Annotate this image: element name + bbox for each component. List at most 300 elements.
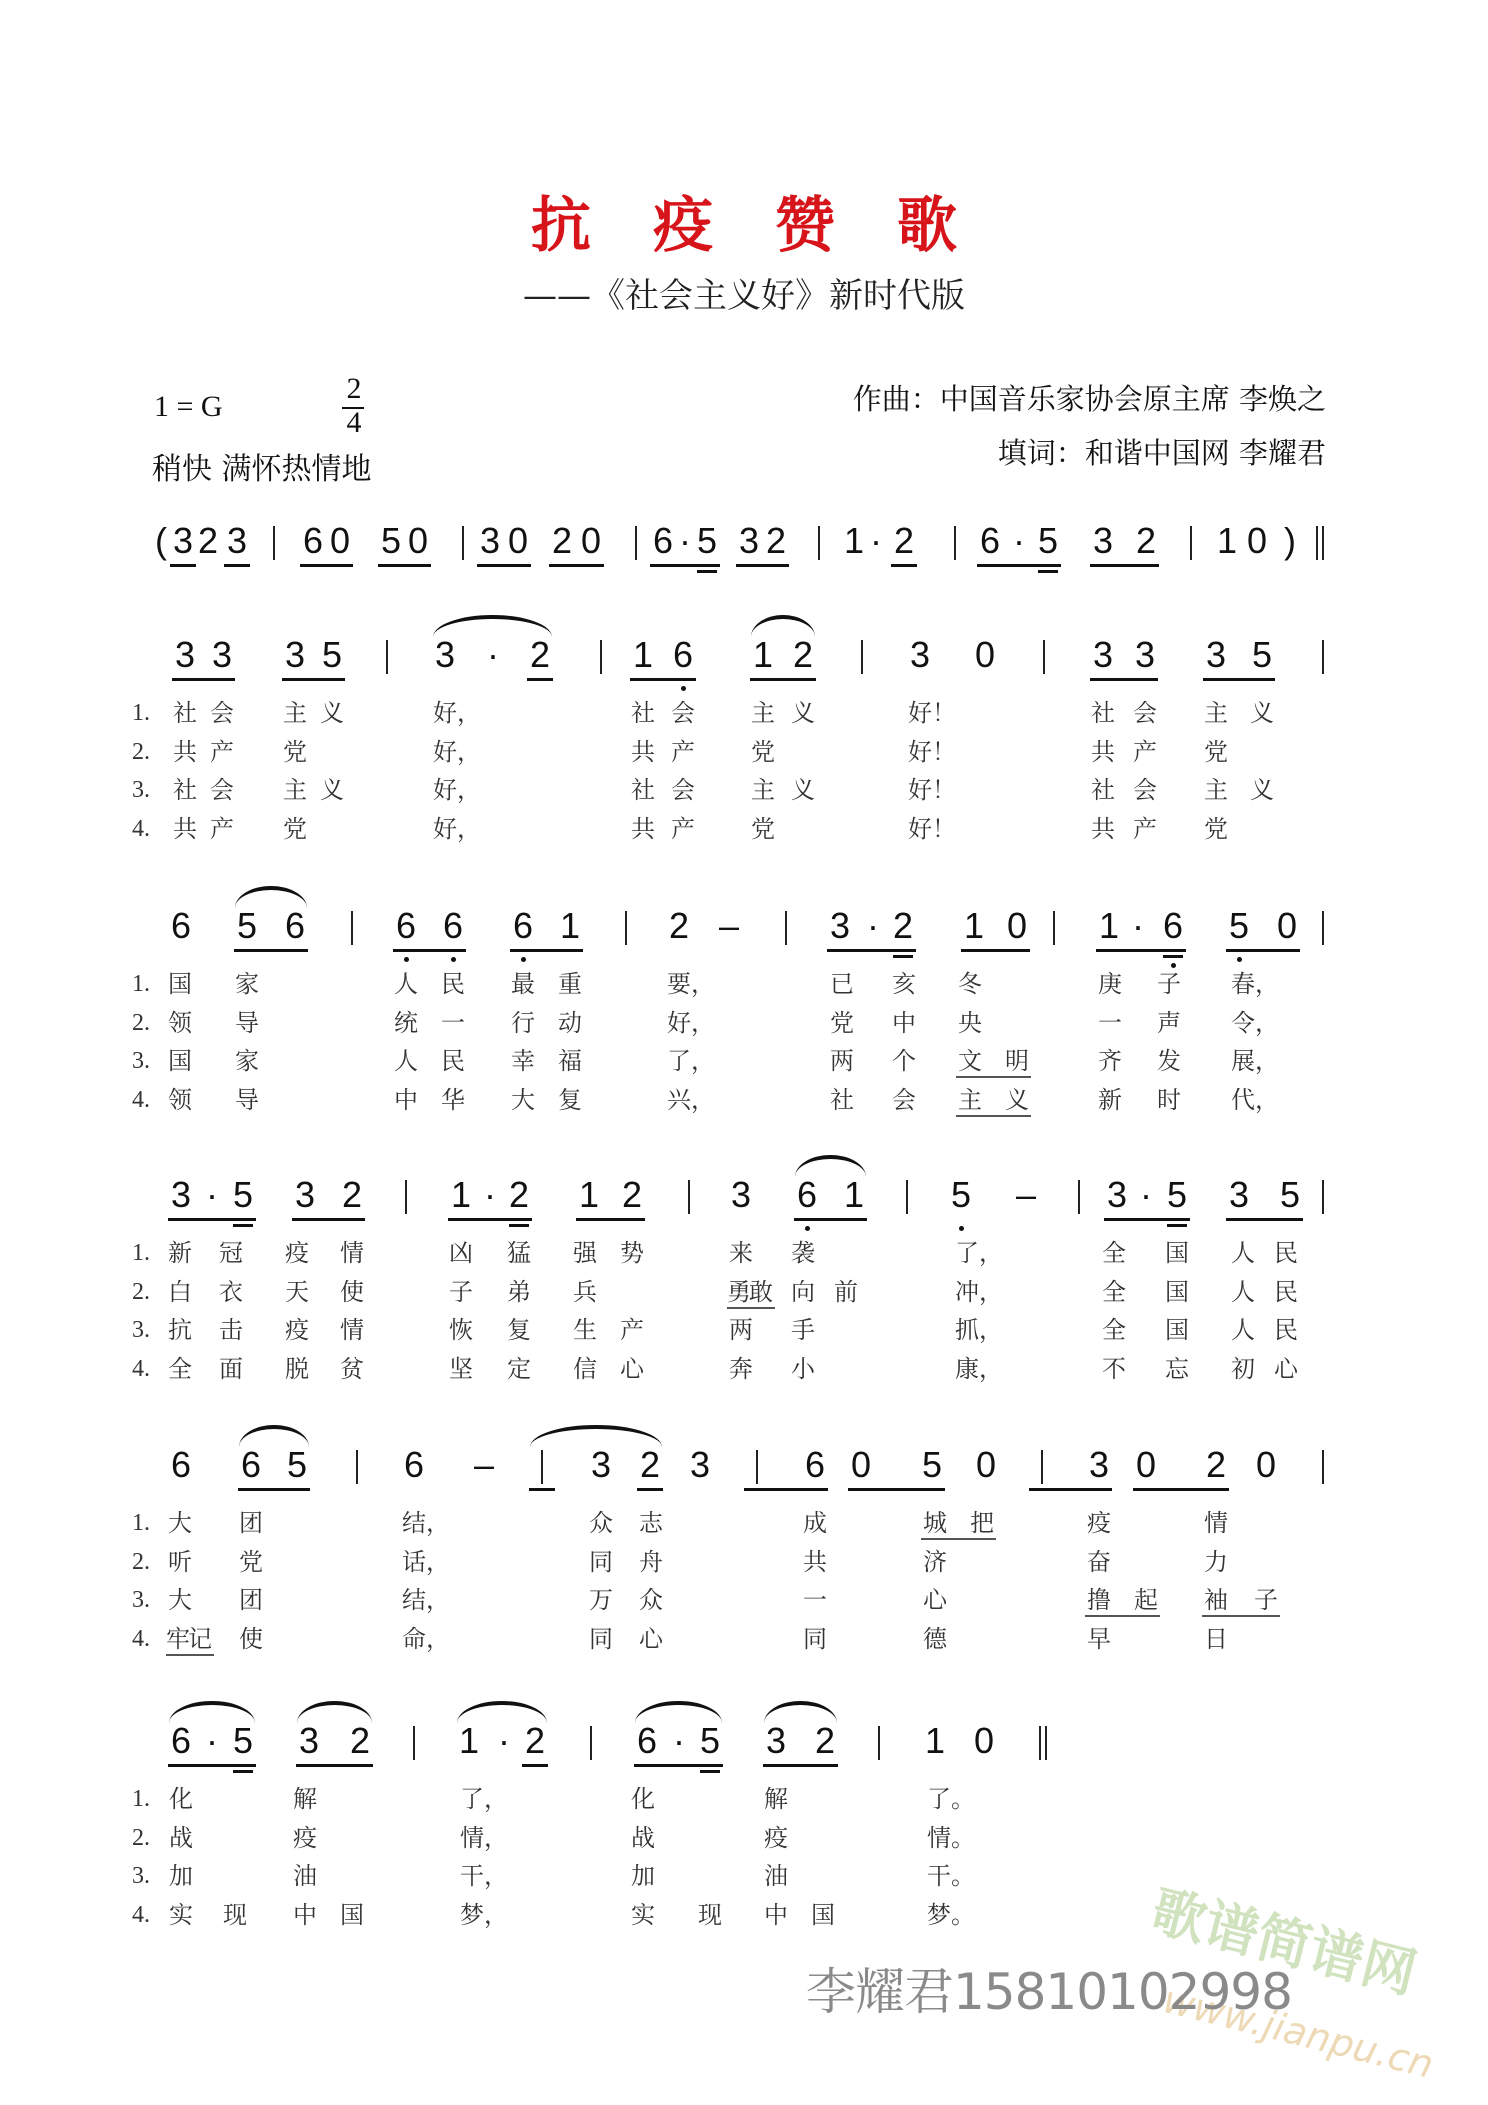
lyric-syllable: 主 bbox=[283, 776, 307, 804]
lyric-syllable: 新 bbox=[168, 1239, 192, 1267]
lyric-syllable: 声 bbox=[1157, 1008, 1181, 1037]
note: 0 bbox=[507, 520, 529, 561]
underline-beam bbox=[650, 564, 720, 567]
underline-beam bbox=[1226, 1218, 1303, 1221]
note: 3 bbox=[174, 634, 196, 675]
note: 0 bbox=[850, 1444, 872, 1485]
note: 0 bbox=[580, 520, 602, 561]
song-title: 抗疫赞歌 bbox=[531, 191, 1019, 261]
lyric-syllable: 家 bbox=[235, 970, 259, 998]
lyric-syllable: 主 bbox=[283, 699, 307, 727]
lyric-syllable: 行 bbox=[511, 1008, 535, 1037]
lyric-syllable: 会 bbox=[671, 776, 695, 804]
verse-number: 2. bbox=[132, 1548, 150, 1575]
lyric-syllable: 冬 bbox=[958, 970, 982, 998]
lyric-syllable: 团 bbox=[239, 1509, 263, 1537]
underline-beam bbox=[378, 564, 431, 567]
lyric-syllable: 不 bbox=[1102, 1354, 1126, 1383]
underline-beam bbox=[891, 564, 917, 567]
lyric-syllable: 日 bbox=[1204, 1624, 1228, 1653]
lyric-syllable: 复 bbox=[507, 1316, 531, 1344]
lyric-syllable: 好， bbox=[667, 1008, 715, 1037]
lyric-syllable: 党 bbox=[283, 814, 307, 843]
lyric-syllable: 人 bbox=[394, 970, 418, 998]
lyric-syllable: 了， bbox=[460, 1785, 508, 1813]
lyric-syllable: 万 bbox=[589, 1586, 613, 1614]
low-octave-dot bbox=[404, 957, 409, 962]
lyric-syllable: 国 bbox=[811, 1900, 835, 1929]
lyric-syllable: 好， bbox=[433, 776, 481, 804]
lyric-syllable: 同 bbox=[589, 1624, 613, 1653]
lyric-syllable: 前 bbox=[834, 1277, 858, 1306]
lyric-syllable: 导 bbox=[235, 1085, 259, 1114]
underline-beam bbox=[510, 949, 583, 952]
lyric-syllable: 现 bbox=[223, 1900, 247, 1929]
lyric-syllable: 统 bbox=[394, 1008, 418, 1037]
verse-number: 3. bbox=[132, 1587, 150, 1613]
lyric-syllable: 力 bbox=[1204, 1547, 1228, 1576]
note: 2 bbox=[1205, 1444, 1227, 1485]
note: 5 bbox=[232, 1720, 254, 1761]
lyric-syllable: 心 bbox=[1274, 1354, 1298, 1383]
barline bbox=[1322, 1180, 1324, 1214]
barline bbox=[1322, 1450, 1324, 1484]
lyric-syllable: 国 bbox=[1165, 1239, 1189, 1267]
lyric-syllable: 了， bbox=[667, 1047, 715, 1075]
lyric-syllable: 城 bbox=[923, 1509, 947, 1537]
note: 6 bbox=[796, 1174, 818, 1215]
underline-beam bbox=[763, 1764, 838, 1767]
lyric-syllable: 小 bbox=[791, 1354, 815, 1383]
lyric-syllable: 好！ bbox=[908, 814, 956, 843]
lyric-syllable: 好， bbox=[433, 737, 481, 766]
lyric-syllable: 已 bbox=[830, 970, 854, 998]
lyric-syllable: 产 bbox=[210, 814, 234, 843]
underline-beam bbox=[576, 1218, 645, 1221]
note: 1 bbox=[578, 1174, 600, 1215]
lyric-syllable: 面 bbox=[219, 1354, 243, 1383]
underline-beam bbox=[634, 1764, 723, 1767]
dot-augmentation: · bbox=[498, 1720, 510, 1761]
underline-beam bbox=[744, 1488, 828, 1491]
lyric-underline bbox=[727, 1307, 775, 1309]
verse-number: 2. bbox=[132, 1278, 150, 1305]
lyric-syllable: 情 bbox=[340, 1239, 364, 1267]
lyric-syllable: 亥 bbox=[892, 970, 916, 998]
lyric-syllable: 情 bbox=[340, 1316, 364, 1344]
lyric-syllable: 社 bbox=[1091, 699, 1115, 727]
lyric-syllable: 成 bbox=[803, 1509, 827, 1537]
barline bbox=[861, 640, 863, 674]
lyric-syllable: 情， bbox=[460, 1823, 508, 1852]
lyric-syllable: 产 bbox=[620, 1316, 644, 1344]
underline-beam bbox=[961, 949, 1030, 952]
lyric-syllable: 子 bbox=[1254, 1586, 1278, 1614]
lyric-syllable: 众 bbox=[639, 1586, 663, 1614]
lyric-syllable: 央 bbox=[958, 1008, 982, 1037]
barline bbox=[1322, 911, 1324, 945]
lyric-syllable: 会 bbox=[1133, 699, 1157, 727]
underline-beam bbox=[1029, 1488, 1112, 1491]
slur-arc bbox=[239, 1425, 309, 1447]
note: 5 bbox=[950, 1174, 972, 1215]
note: 2 bbox=[197, 520, 219, 561]
note: 0 bbox=[1246, 520, 1268, 561]
barline bbox=[1053, 911, 1055, 945]
lyric-syllable: 共 bbox=[173, 814, 197, 843]
note: 2 bbox=[765, 520, 787, 561]
lyric-syllable: 义 bbox=[1250, 776, 1274, 804]
lyric-syllable: 民 bbox=[1274, 1277, 1298, 1306]
note: 6 bbox=[652, 520, 674, 561]
barline bbox=[541, 1450, 543, 1484]
lyric-syllable: 子 bbox=[449, 1277, 473, 1306]
note: 6 bbox=[240, 1444, 262, 1485]
note: 3 bbox=[1106, 1174, 1128, 1215]
lyric-syllable: 脱 bbox=[285, 1354, 309, 1383]
note: 1 bbox=[843, 520, 865, 561]
note: 3 bbox=[172, 520, 194, 561]
lyric-syllable: 团 bbox=[239, 1586, 263, 1614]
note: 2 bbox=[349, 1720, 371, 1761]
final-barline bbox=[1316, 526, 1318, 560]
lyric-syllable: 好， bbox=[433, 699, 481, 727]
bracket: ( bbox=[155, 520, 167, 561]
underline-beam bbox=[637, 1488, 663, 1491]
underline-beam bbox=[1133, 1488, 1229, 1491]
slur-arc bbox=[235, 886, 307, 908]
barline bbox=[273, 526, 275, 560]
note: 0 bbox=[1276, 905, 1298, 946]
verse-number: 2. bbox=[132, 738, 150, 765]
lyric-syllable: 兴， bbox=[667, 1085, 715, 1114]
underline-beam bbox=[1104, 1218, 1190, 1221]
lyric-syllable: 抓， bbox=[955, 1316, 1003, 1344]
barline bbox=[785, 911, 787, 945]
underline-beam bbox=[1090, 678, 1158, 681]
lyric-syllable: 人 bbox=[394, 1047, 418, 1075]
underline-beam bbox=[1096, 949, 1186, 952]
barline bbox=[906, 1180, 908, 1214]
note: 1 bbox=[632, 634, 654, 675]
double-underline bbox=[233, 1770, 253, 1773]
note: 2 bbox=[508, 1174, 530, 1215]
lyric-syllable: 舟 bbox=[639, 1547, 663, 1576]
lyric-syllable: 义 bbox=[320, 699, 344, 727]
composer-credit: 作曲：中国音乐家协会原主席 李焕之 bbox=[852, 382, 1326, 416]
lyric-syllable: 主 bbox=[751, 699, 775, 727]
lyric-syllable: 大 bbox=[168, 1509, 192, 1537]
lyric-syllable: 好！ bbox=[908, 699, 956, 727]
note: 0 bbox=[1255, 1444, 1277, 1485]
lyric-syllable: 梦， bbox=[460, 1900, 508, 1929]
lyric-syllable: 明 bbox=[1005, 1047, 1029, 1075]
barline bbox=[590, 1726, 592, 1760]
lyric-syllable: 民 bbox=[1274, 1316, 1298, 1344]
lyric-syllable: 奋 bbox=[1087, 1547, 1111, 1576]
lyric-syllable: 早 bbox=[1087, 1624, 1111, 1653]
double-underline bbox=[1038, 570, 1058, 573]
lyric-syllable: 主 bbox=[751, 776, 775, 804]
dash-extension: – bbox=[1015, 1174, 1037, 1215]
lyric-syllable: 家 bbox=[235, 1047, 259, 1075]
note: 2 bbox=[893, 520, 915, 561]
double-underline bbox=[893, 955, 913, 958]
lyric-syllable: 会 bbox=[210, 776, 234, 804]
lyric-syllable: 党 bbox=[751, 814, 775, 843]
lyric-syllable: 民 bbox=[441, 970, 465, 998]
barline bbox=[688, 1180, 690, 1214]
lyric-syllable: 干。 bbox=[927, 1862, 975, 1890]
lyric-syllable: 国 bbox=[168, 1047, 192, 1075]
note: 2 bbox=[814, 1720, 836, 1761]
lyric-syllable: 心 bbox=[639, 1624, 663, 1653]
verse-number: 1. bbox=[132, 1510, 150, 1536]
lyric-syllable: 同 bbox=[589, 1547, 613, 1576]
underline-beam bbox=[736, 564, 789, 567]
low-octave-dot bbox=[1171, 963, 1176, 968]
lyric-syllable: 德 bbox=[923, 1624, 947, 1653]
lyric-syllable: 衣 bbox=[219, 1277, 243, 1306]
note: 0 bbox=[974, 634, 996, 675]
lyric-syllable: 社 bbox=[1091, 776, 1115, 804]
lyric-syllable: 强 bbox=[573, 1239, 597, 1267]
lyric-syllable: 解 bbox=[764, 1785, 788, 1813]
slur-arc bbox=[169, 1701, 255, 1723]
lyric-syllable: 心 bbox=[923, 1586, 947, 1614]
underline-beam bbox=[224, 564, 250, 567]
lyric-syllable: 党 bbox=[830, 1008, 854, 1037]
double-underline bbox=[697, 570, 717, 573]
lyric-syllable: 产 bbox=[1133, 737, 1157, 766]
lyric-syllable: 势 bbox=[620, 1239, 644, 1267]
lyric-syllable: 干， bbox=[460, 1862, 508, 1890]
lyric-syllable: 两 bbox=[830, 1047, 854, 1075]
lyric-syllable: 党 bbox=[1204, 814, 1228, 843]
lyric-syllable: 命， bbox=[402, 1624, 450, 1653]
dot-augmentation: · bbox=[484, 1174, 496, 1215]
slur-arc bbox=[764, 1701, 837, 1723]
underline-beam bbox=[448, 1218, 532, 1221]
lyric-syllable: 一 bbox=[803, 1586, 827, 1614]
lyric-syllable: 展， bbox=[1231, 1047, 1279, 1075]
note: 1 bbox=[458, 1720, 480, 1761]
lyric-syllable: 中 bbox=[293, 1900, 317, 1929]
barline bbox=[625, 911, 627, 945]
dot-augmentation: · bbox=[867, 905, 879, 946]
time-signature-bottom: 4 bbox=[346, 406, 362, 439]
slur-arc bbox=[635, 1701, 722, 1723]
lyric-syllable: 同 bbox=[803, 1624, 827, 1653]
lyric-syllable: 产 bbox=[671, 737, 695, 766]
lyric-syllable: 加 bbox=[169, 1862, 193, 1890]
note: 3 bbox=[434, 634, 456, 675]
note: 3 bbox=[1092, 520, 1114, 561]
lyric-syllable: 会 bbox=[892, 1085, 916, 1114]
note: 1 bbox=[752, 634, 774, 675]
note: 2 bbox=[341, 1174, 363, 1215]
note: 3 bbox=[170, 1174, 192, 1215]
low-octave-dot bbox=[521, 957, 526, 962]
lyric-syllable: 令， bbox=[1231, 1008, 1279, 1037]
note: 1 bbox=[1216, 520, 1238, 561]
lyric-syllable: 幸 bbox=[511, 1047, 535, 1075]
lyric-syllable: 弟 bbox=[507, 1277, 531, 1306]
lyric-syllable: 产 bbox=[210, 737, 234, 766]
time-signature-top: 2 bbox=[346, 372, 362, 405]
note: 3 bbox=[829, 905, 851, 946]
barline bbox=[351, 911, 353, 945]
slur-arc bbox=[433, 615, 552, 637]
final-barline-second bbox=[1322, 526, 1324, 560]
underline-beam bbox=[1226, 949, 1300, 952]
lyric-syllable: 全 bbox=[168, 1354, 192, 1383]
lyric-syllable: 情。 bbox=[927, 1823, 975, 1852]
verse-number: 2. bbox=[132, 1824, 150, 1851]
slur-arc bbox=[751, 615, 815, 637]
watermark-logo: 歌谱简谱网 bbox=[1145, 1879, 1423, 2006]
note: 5 bbox=[321, 634, 343, 675]
dot-augmentation: · bbox=[673, 1720, 685, 1761]
lyric-syllable: 社 bbox=[173, 699, 197, 727]
lyric-syllable: 猛 bbox=[507, 1239, 531, 1267]
underline-beam bbox=[527, 678, 553, 681]
note: 5 bbox=[696, 520, 718, 561]
double-underline bbox=[233, 1224, 253, 1227]
lyric-syllable: 济 bbox=[923, 1547, 947, 1576]
barline bbox=[954, 526, 956, 560]
verse-number: 1. bbox=[132, 971, 150, 997]
lyric-syllable: 社 bbox=[631, 699, 655, 727]
lyric-syllable: 使 bbox=[239, 1624, 263, 1653]
lyric-syllable: 好， bbox=[433, 814, 481, 843]
note: 6 bbox=[170, 905, 192, 946]
note: 2 bbox=[892, 905, 914, 946]
lyric-syllable: 化 bbox=[631, 1785, 655, 1813]
note: 2 bbox=[524, 1720, 546, 1761]
dot-augmentation: · bbox=[487, 634, 499, 675]
lyric-syllable: 中 bbox=[892, 1008, 916, 1037]
lyric-syllable: 国 bbox=[340, 1900, 364, 1929]
lyric-syllable: 生 bbox=[573, 1316, 597, 1344]
lyric-syllable: 国 bbox=[168, 970, 192, 998]
low-octave-dot bbox=[451, 957, 456, 962]
double-underline bbox=[1163, 955, 1183, 958]
lyric-syllable: 众 bbox=[589, 1509, 613, 1537]
song-subtitle: ——《社会主义好》新时代版 bbox=[523, 276, 965, 316]
lyric-syllable: 撸 bbox=[1087, 1586, 1111, 1614]
lyric-syllable: 一 bbox=[1098, 1008, 1122, 1037]
final-barline bbox=[1039, 1726, 1041, 1760]
lyric-syllable: 共 bbox=[173, 737, 197, 766]
lyric-syllable: 民 bbox=[441, 1047, 465, 1075]
underline-beam bbox=[170, 564, 196, 567]
lyric-syllable: 代， bbox=[1231, 1085, 1279, 1114]
lyric-syllable: 时 bbox=[1157, 1085, 1181, 1114]
lyric-syllable: 奔 bbox=[729, 1354, 753, 1383]
lyric-syllable: 战 bbox=[169, 1823, 193, 1852]
note: 3 bbox=[1205, 634, 1227, 675]
underline-beam bbox=[1090, 564, 1159, 567]
lyric-underline bbox=[956, 1076, 1031, 1078]
barline bbox=[600, 640, 602, 674]
lyric-syllable: 中 bbox=[394, 1085, 418, 1114]
lyric-syllable: 话， bbox=[402, 1547, 450, 1576]
slur-arc bbox=[457, 1701, 547, 1723]
final-barline-second bbox=[1045, 1726, 1047, 1760]
note: 2 bbox=[621, 1174, 643, 1215]
note: 6 bbox=[170, 1720, 192, 1761]
lyric-underline bbox=[1202, 1615, 1280, 1617]
lyric-syllable: 油 bbox=[764, 1862, 788, 1890]
lyric-syllable: 社 bbox=[631, 776, 655, 804]
note: 3 bbox=[1228, 1174, 1250, 1215]
note: 5 bbox=[232, 1174, 254, 1215]
lyric-syllable: 油 bbox=[293, 1862, 317, 1890]
note: 6 bbox=[395, 905, 417, 946]
double-underline bbox=[509, 1224, 529, 1227]
barline bbox=[405, 1180, 407, 1214]
lyric-syllable: 了， bbox=[955, 1239, 1003, 1267]
note: 3 bbox=[909, 634, 931, 675]
lyric-syllable: 听 bbox=[168, 1547, 192, 1576]
barline bbox=[878, 1726, 880, 1760]
note: 5 bbox=[1037, 520, 1059, 561]
lyric-syllable: 党 bbox=[283, 737, 307, 766]
dot-augmentation: · bbox=[1132, 905, 1144, 946]
note: 6 bbox=[442, 905, 464, 946]
note: 2 bbox=[529, 634, 551, 675]
lyric-syllable: 党 bbox=[239, 1547, 263, 1576]
lyric-syllable: 向 bbox=[791, 1277, 815, 1306]
lyric-syllable: 共 bbox=[803, 1547, 827, 1576]
lyric-syllable: 袭 bbox=[791, 1239, 815, 1267]
lyric-syllable: 新 bbox=[1098, 1085, 1122, 1114]
note: 3 bbox=[1088, 1444, 1110, 1485]
note: 2 bbox=[639, 1444, 661, 1485]
lyric-syllable: 一 bbox=[441, 1008, 465, 1037]
lyric-syllable: 了。 bbox=[927, 1785, 975, 1813]
underline-beam bbox=[794, 1218, 867, 1221]
verse-number: 3. bbox=[132, 1317, 150, 1343]
verse-number: 2. bbox=[132, 1009, 150, 1036]
barline bbox=[818, 526, 820, 560]
dot-augmentation: · bbox=[1013, 520, 1025, 561]
note: 6 bbox=[979, 520, 1001, 561]
slur-arc bbox=[297, 1701, 372, 1723]
lyric-syllable: 勇敢 bbox=[727, 1277, 771, 1306]
lyric-syllable: 发 bbox=[1157, 1047, 1181, 1075]
lyric-syllable: 坚 bbox=[449, 1354, 473, 1383]
note: 3 bbox=[284, 634, 306, 675]
note: 6 bbox=[636, 1720, 658, 1761]
note: 1 bbox=[843, 1174, 865, 1215]
underline-beam bbox=[750, 678, 816, 681]
lyric-syllable: 民 bbox=[1274, 1239, 1298, 1267]
slur-arc bbox=[530, 1425, 662, 1447]
lyric-syllable: 人 bbox=[1231, 1239, 1255, 1267]
verse-number: 1. bbox=[132, 1786, 150, 1812]
lyric-syllable: 手 bbox=[791, 1316, 815, 1344]
note: 6 bbox=[170, 1444, 192, 1485]
lyric-syllable: 结， bbox=[402, 1586, 450, 1614]
lyric-syllable: 义 bbox=[791, 776, 815, 804]
dot-augmentation: · bbox=[206, 1720, 218, 1761]
underline-beam bbox=[393, 949, 466, 952]
note: 2 bbox=[1135, 520, 1157, 561]
lyric-syllable: 白 bbox=[168, 1277, 192, 1306]
lyric-syllable: 主 bbox=[958, 1085, 982, 1114]
